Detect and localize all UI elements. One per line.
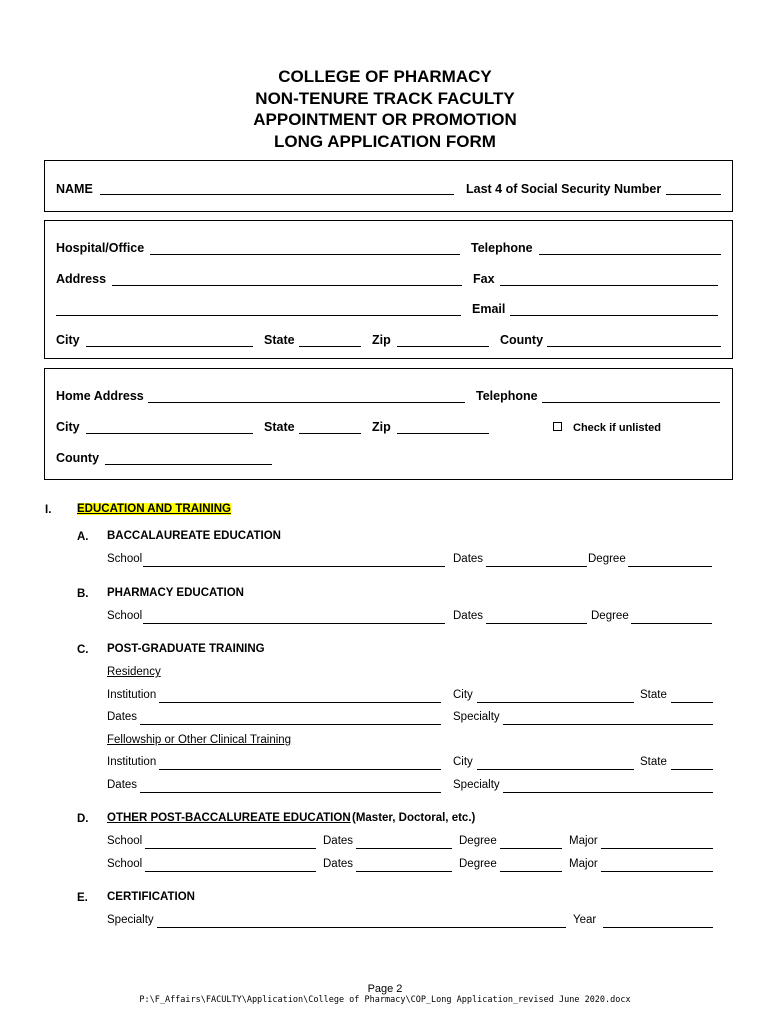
home-address-field[interactable] xyxy=(148,402,465,403)
hospital-field[interactable] xyxy=(150,254,460,255)
a-school-field[interactable] xyxy=(143,566,445,567)
d-major-label-2: Major xyxy=(569,858,598,870)
office-city-field[interactable] xyxy=(86,346,253,347)
residency-institution-field[interactable] xyxy=(159,702,441,703)
office-telephone-label: Telephone xyxy=(471,241,533,255)
d-major-field-2[interactable] xyxy=(601,871,713,872)
b-school-label: School xyxy=(107,610,143,622)
home-city-label: City xyxy=(56,420,80,434)
hospital-label: Hospital/Office xyxy=(56,241,145,255)
d-school-field-1[interactable] xyxy=(145,848,316,849)
b-dates-field[interactable] xyxy=(486,623,587,624)
title-line-3: APPOINTMENT OR PROMOTION xyxy=(253,110,517,129)
unlisted-checkbox[interactable] xyxy=(553,422,562,431)
b-degree-label: Degree xyxy=(591,610,629,622)
fellowship-dates-field[interactable] xyxy=(140,792,441,793)
unlisted-label: Check if unlisted xyxy=(573,422,662,434)
page-number: Page 2 xyxy=(367,983,403,995)
subsection-e-letter: E. xyxy=(77,892,88,904)
d-major-field-1[interactable] xyxy=(601,848,713,849)
office-city-label: City xyxy=(56,333,80,347)
office-zip-label: Zip xyxy=(372,333,391,347)
d-degree-field-1[interactable] xyxy=(500,848,562,849)
subsection-d-title: OTHER POST-BACCALUREATE EDUCATION xyxy=(107,812,351,824)
address-label: Address xyxy=(56,272,107,286)
subsection-c-title: POST-GRADUATE TRAINING xyxy=(107,643,265,655)
d-dates-field-1[interactable] xyxy=(356,848,452,849)
title-line-1: COLLEGE OF PHARMACY xyxy=(278,67,492,86)
b-degree-field[interactable] xyxy=(631,623,712,624)
e-year-field[interactable] xyxy=(603,927,713,928)
d-degree-label-2: Degree xyxy=(459,858,497,870)
residency-dates-label: Dates xyxy=(107,711,138,723)
subsection-b-title: PHARMACY EDUCATION xyxy=(107,587,244,599)
a-degree-field[interactable] xyxy=(628,566,712,567)
b-dates-label: Dates xyxy=(453,610,484,622)
residency-dates-field[interactable] xyxy=(140,724,441,725)
subsection-e-title: CERTIFICATION xyxy=(107,891,195,903)
d-school-label-1: School xyxy=(107,835,143,847)
fellowship-heading: Fellowship or Other Clinical Training xyxy=(107,734,292,746)
residency-state-label: State xyxy=(640,689,667,701)
e-year-label: Year xyxy=(573,914,597,926)
a-degree-label: Degree xyxy=(588,553,626,565)
residency-city-label: City xyxy=(453,689,473,701)
e-specialty-field[interactable] xyxy=(157,927,566,928)
a-dates-field[interactable] xyxy=(486,566,587,567)
fellowship-institution-label: Institution xyxy=(107,756,157,768)
fellowship-state-field[interactable] xyxy=(671,769,713,770)
home-state-label: State xyxy=(264,420,295,434)
fax-field[interactable] xyxy=(500,285,718,286)
office-state-field[interactable] xyxy=(299,346,361,347)
fellowship-specialty-field[interactable] xyxy=(503,792,713,793)
d-dates-label-2: Dates xyxy=(323,858,354,870)
subsection-b-letter: B. xyxy=(77,588,89,600)
residency-heading: Residency xyxy=(107,666,161,678)
b-school-field[interactable] xyxy=(143,623,445,624)
home-state-field[interactable] xyxy=(299,433,361,434)
ssn-field[interactable] xyxy=(666,194,721,195)
d-dates-field-2[interactable] xyxy=(356,871,452,872)
subsection-a-title: BACCALAUREATE EDUCATION xyxy=(107,530,281,542)
residency-institution-label: Institution xyxy=(107,689,157,701)
fellowship-city-field[interactable] xyxy=(477,769,634,770)
residency-city-field[interactable] xyxy=(477,702,634,703)
section-numeral: I. xyxy=(45,504,52,516)
subsection-a-letter: A. xyxy=(77,531,89,543)
d-school-label-2: School xyxy=(107,858,143,870)
fellowship-institution-field[interactable] xyxy=(159,769,441,770)
office-state-label: State xyxy=(264,333,295,347)
a-dates-label: Dates xyxy=(453,553,484,565)
subsection-d-letter: D. xyxy=(77,813,89,825)
office-county-field[interactable] xyxy=(547,346,721,347)
home-telephone-field[interactable] xyxy=(542,402,720,403)
office-telephone-field[interactable] xyxy=(539,254,721,255)
d-major-label-1: Major xyxy=(569,835,598,847)
section-title: EDUCATION AND TRAINING xyxy=(77,503,231,515)
home-city-field[interactable] xyxy=(86,433,253,434)
fellowship-city-label: City xyxy=(453,756,473,768)
office-county-label: County xyxy=(500,333,544,347)
email-label: Email xyxy=(472,302,506,316)
residency-specialty-field[interactable] xyxy=(503,724,713,725)
home-zip-label: Zip xyxy=(372,420,391,434)
e-specialty-label: Specialty xyxy=(107,914,154,926)
file-path: P:\F_Affairs\FACULTY\Application\College of Pharmacy\COP_Long Application_revised June 2020.docx xyxy=(139,995,631,1005)
subsection-d-title-suffix: (Master, Doctoral, etc.) xyxy=(352,812,476,824)
name-label: NAME xyxy=(56,182,93,196)
home-zip-field[interactable] xyxy=(397,433,489,434)
form-title xyxy=(0,66,770,152)
fellowship-dates-label: Dates xyxy=(107,779,138,791)
address-field[interactable] xyxy=(112,285,462,286)
title-line-4: LONG APPLICATION FORM xyxy=(274,131,496,151)
ssn-label: Last 4 of Social Security Number xyxy=(466,182,662,196)
home-county-field[interactable] xyxy=(105,464,272,465)
home-county-label: County xyxy=(56,451,100,465)
home-address-label: Home Address xyxy=(56,389,144,403)
a-school-label: School xyxy=(107,553,143,565)
office-zip-field[interactable] xyxy=(397,346,489,347)
d-degree-field-2[interactable] xyxy=(500,871,562,872)
fellowship-specialty-label: Specialty xyxy=(453,779,500,791)
email-field[interactable] xyxy=(510,315,718,316)
fax-label: Fax xyxy=(473,272,495,286)
address-line-2-field[interactable] xyxy=(56,315,461,316)
residency-specialty-label: Specialty xyxy=(453,711,500,723)
title-line-2: NON-TENURE TRACK FACULTY xyxy=(255,88,515,108)
name-field[interactable] xyxy=(100,194,454,195)
d-dates-label-1: Dates xyxy=(323,835,354,847)
d-school-field-2[interactable] xyxy=(145,871,316,872)
fellowship-state-label: State xyxy=(640,756,667,768)
d-degree-label-1: Degree xyxy=(459,835,497,847)
home-telephone-label: Telephone xyxy=(476,389,538,403)
subsection-c-letter: C. xyxy=(77,644,89,656)
residency-state-field[interactable] xyxy=(671,702,713,703)
